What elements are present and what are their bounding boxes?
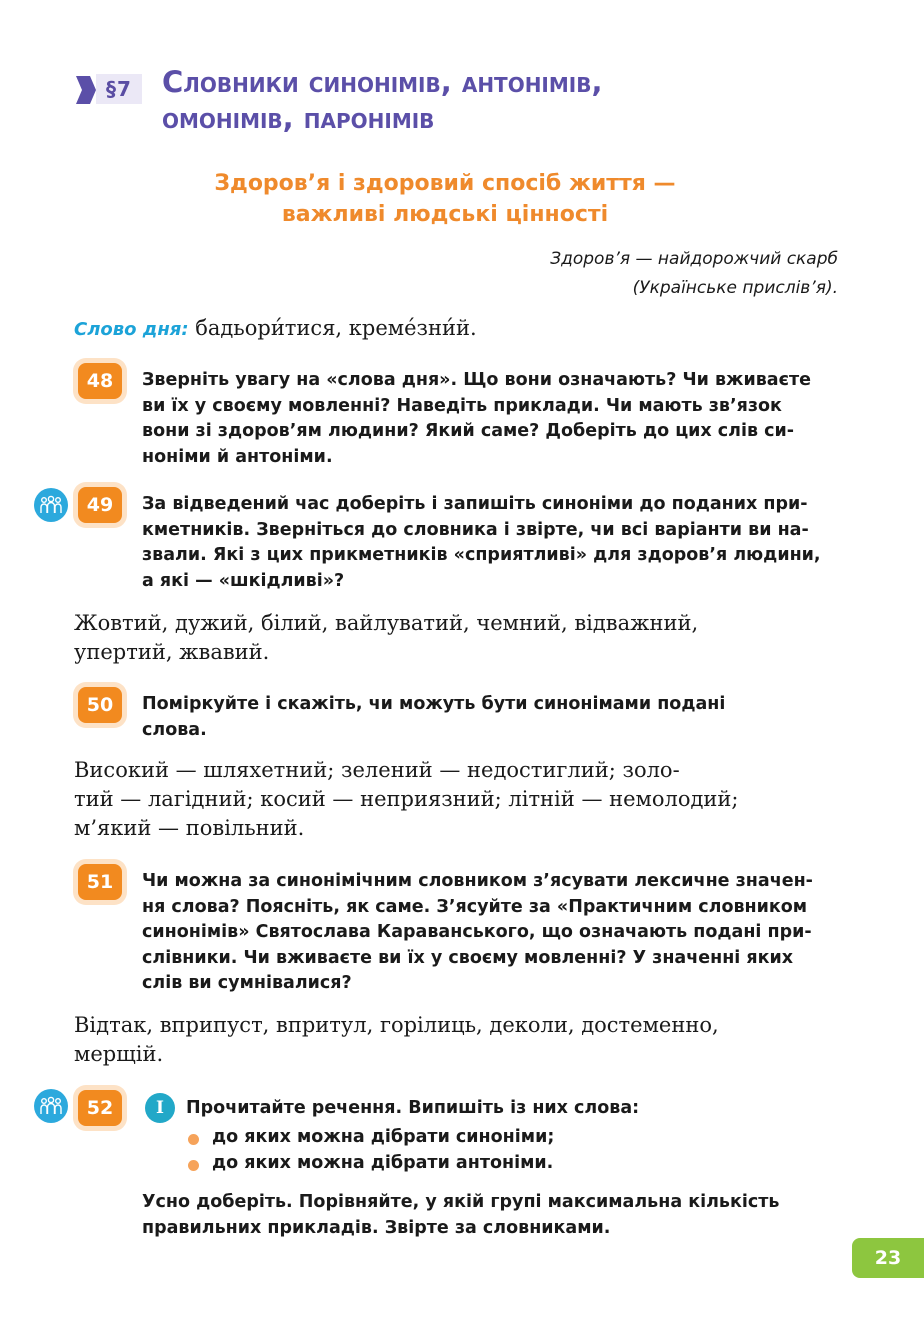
exercise-task-50 <box>142 692 840 743</box>
task-line: слів ви сумнівалися? <box>142 973 352 993</box>
title-line: омонімів, паронімів <box>162 101 435 135</box>
task-line: ня слова? Поясніть, як саме. З’ясуйте за «Практичним словником <box>142 896 808 917</box>
word-of-day-words: бадьори́тися, креме́зни́й. <box>195 316 477 340</box>
task-line: звали. Які з цих прикметників «сприятливі» для здоров’я людини, <box>142 545 821 565</box>
body-line: мерщій. <box>74 1042 164 1066</box>
epigraph-source: (Українське прислів’я). <box>632 278 838 298</box>
exercise-task-49 <box>142 492 840 594</box>
subtitle-line: Здоров’я і здоровий спосіб життя — <box>214 171 676 196</box>
body-line: Жовтий, дужий, білий, вайлуватий, чемний, відважний, <box>74 611 699 635</box>
chevron-marker-icon <box>76 76 96 104</box>
subtitle <box>180 168 710 230</box>
title-line: Словники синонімів, антонімів, <box>162 65 603 99</box>
part-marker: I <box>145 1093 175 1123</box>
word-of-day-label: Слово дня: <box>74 319 189 340</box>
exercise-body-50 <box>74 756 840 843</box>
exercise-number-48: 48 <box>78 363 122 399</box>
section-number: §7 <box>96 74 142 104</box>
page-number: 23 <box>852 1238 924 1278</box>
exercise-task-51 <box>142 869 840 997</box>
exercise-number-49: 49 <box>78 487 122 523</box>
task-line: Чи можна за синонімічним словником з’ясувати лексичне значен- <box>142 871 813 891</box>
task-line: вони зі здоров’ям людини? Який саме? Доберіть до цих слів си- <box>142 421 795 441</box>
exercise-task-48 <box>142 368 840 470</box>
epigraph-text: Здоров’я — найдорожчий скарб <box>550 249 838 269</box>
task-line: синонімів» Святослава Караванського, що означають подані при- <box>142 922 812 942</box>
list-item: до яких можна дібрати синоніми; <box>212 1127 555 1147</box>
task-line: Зверніть увагу на «слова дня». Що вони означають? Чи вживаєте <box>142 370 811 390</box>
task-line: ви їх у своєму мовленні? Наведіть приклади. Чи мають зв’язок <box>142 395 782 416</box>
body-line: упертий, жвавий. <box>74 640 270 664</box>
page-title <box>162 64 782 136</box>
exercise-intro-52: Прочитайте речення. Випишіть із них слова: <box>186 1098 640 1118</box>
exercise-number-50: 50 <box>78 687 122 723</box>
bullet-dot-icon <box>188 1134 199 1145</box>
task-line: Усно доберіть. Порівняйте, у якій групі максимальна кількість <box>142 1192 780 1212</box>
body-line: Високий — шляхетний; зелений — недостиглий; золо- <box>74 758 680 782</box>
task-line: слова. <box>142 719 207 740</box>
group-work-icon <box>34 488 68 522</box>
word-of-day <box>74 316 477 340</box>
task-line: кметників. Зверніться до словника і звірте, чи всі варіанти ви на- <box>142 519 809 540</box>
exercise-outro-52 <box>142 1190 840 1241</box>
exercise-number-52: 52 <box>78 1090 122 1126</box>
task-line: ноніми й антоніми. <box>142 446 333 467</box>
body-line: Відтак, вприпуст, впритул, горілиць, деколи, достеменно, <box>74 1013 719 1037</box>
exercise-number-51: 51 <box>78 864 122 900</box>
task-line: а які — «шкідливі»? <box>142 570 345 591</box>
task-line: слівники. Чи вживаєте ви їх у своєму мовленні? У значенні яких <box>142 947 794 968</box>
epigraph <box>418 245 838 303</box>
body-line: тий — лагідний; косий — неприязний; літній — немолодий; <box>74 787 739 811</box>
task-line: Поміркуйте і скажіть, чи можуть бути синонімами подані <box>142 694 726 714</box>
subtitle-line: важливі людські цінності <box>281 202 609 227</box>
list-item: до яких можна дібрати антоніми. <box>212 1153 554 1173</box>
bullet-dot-icon <box>188 1160 199 1171</box>
exercise-body-49 <box>74 609 840 667</box>
task-line: правильних прикладів. Звірте за словниками. <box>142 1217 611 1238</box>
group-work-icon <box>34 1089 68 1123</box>
body-line: м’який — повільний. <box>74 816 305 840</box>
task-line: За відведений час доберіть і запишіть синоніми до поданих при- <box>142 494 808 514</box>
exercise-body-51 <box>74 1011 840 1069</box>
